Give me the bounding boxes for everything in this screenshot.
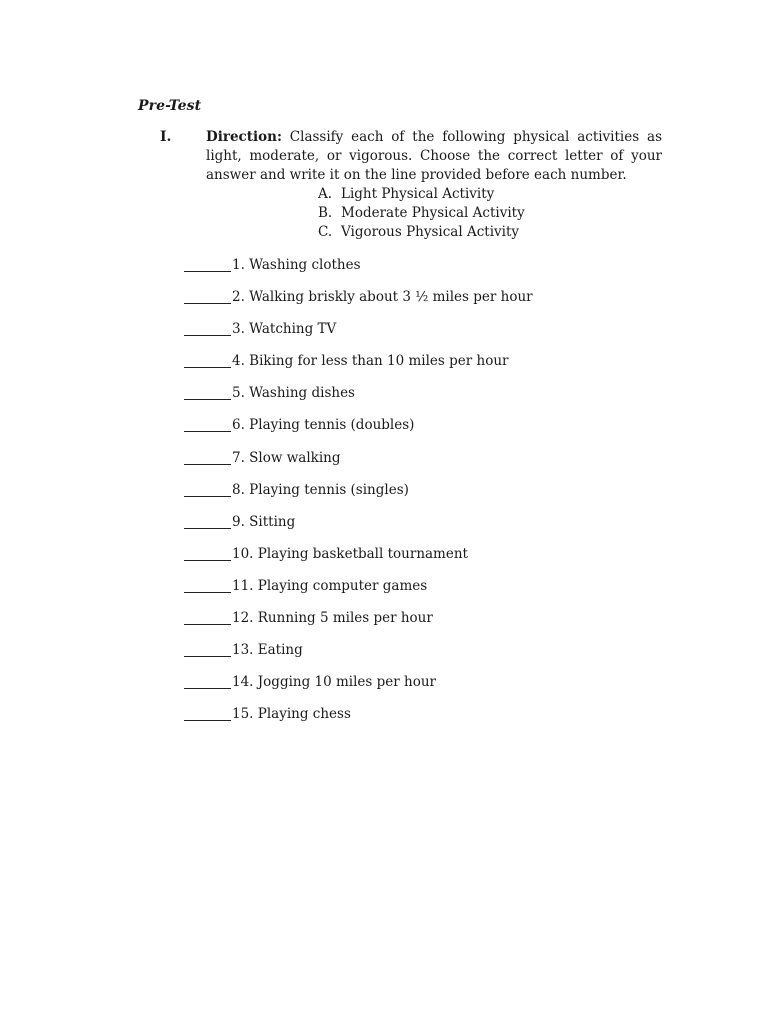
question-item	[184, 673, 533, 705]
answer-blank[interactable]	[184, 609, 231, 625]
question-text: 8. Playing tennis (singles)	[232, 481, 409, 498]
question-text: 13. Eating	[232, 642, 303, 659]
answer-blank[interactable]	[184, 513, 231, 529]
question-text: 2. Walking briskly about 3 ½ miles per hour	[232, 289, 533, 306]
question-text: 15. Playing chess	[232, 706, 351, 723]
answer-blank[interactable]	[184, 449, 231, 465]
question-text: 14. Jogging 10 miles per hour	[232, 674, 436, 691]
question-text: 11. Playing computer games	[232, 577, 428, 594]
question-item	[184, 384, 533, 416]
question-list	[184, 256, 533, 737]
question-item	[184, 577, 533, 609]
answer-blank[interactable]	[184, 288, 231, 304]
question-item	[184, 416, 533, 448]
question-item	[184, 513, 533, 545]
question-text: 4. Biking for less than 10 miles per hour	[232, 353, 509, 370]
question-item	[184, 449, 533, 481]
answer-blank[interactable]	[184, 352, 231, 368]
choice-text: Moderate Physical Activity	[341, 205, 525, 221]
answer-blank[interactable]	[184, 481, 231, 497]
choice-item	[318, 204, 525, 223]
answer-blank[interactable]	[184, 256, 231, 272]
direction-text: Classify each of the following physical activities as light, moderate, or vigorous. Choose the correct letter of your answer and write it on the line provided before each number.	[206, 129, 662, 183]
question-item	[184, 320, 533, 352]
question-item	[184, 545, 533, 577]
choice-letter: A.	[318, 186, 333, 202]
answer-blank[interactable]	[184, 320, 231, 336]
choice-item	[318, 223, 525, 242]
answer-blank[interactable]	[184, 545, 231, 561]
question-text: 6. Playing tennis (doubles)	[232, 417, 415, 434]
page-title: Pre-Test	[138, 98, 202, 114]
answer-blank[interactable]	[184, 705, 231, 721]
choice-letter: C.	[318, 224, 333, 240]
question-text: 1. Washing clothes	[232, 257, 361, 273]
choice-list	[318, 185, 525, 242]
section-numeral: I.	[160, 129, 172, 145]
answer-blank[interactable]	[184, 673, 231, 689]
direction-label: Direction:	[206, 129, 282, 145]
choice-text: Vigorous Physical Activity	[341, 224, 520, 240]
direction-paragraph	[206, 128, 662, 185]
question-text: 10. Playing basketball tournament	[232, 545, 468, 562]
answer-blank[interactable]	[184, 641, 231, 657]
question-item	[184, 609, 533, 641]
choice-text: Light Physical Activity	[341, 186, 495, 202]
question-item	[184, 256, 533, 288]
answer-blank[interactable]	[184, 577, 231, 593]
question-item	[184, 641, 533, 673]
question-text: 7. Slow walking	[232, 449, 341, 466]
question-item	[184, 352, 533, 384]
question-item	[184, 705, 533, 737]
choice-letter: B.	[318, 205, 333, 221]
question-text: 12. Running 5 miles per hour	[232, 610, 433, 627]
question-item	[184, 481, 533, 513]
question-item	[184, 288, 533, 320]
choice-item	[318, 185, 525, 204]
question-text: 5. Washing dishes	[232, 385, 355, 402]
question-text: 3. Watching TV	[232, 321, 337, 338]
answer-blank[interactable]	[184, 416, 231, 432]
answer-blank[interactable]	[184, 384, 231, 400]
question-text: 9. Sitting	[232, 513, 296, 530]
